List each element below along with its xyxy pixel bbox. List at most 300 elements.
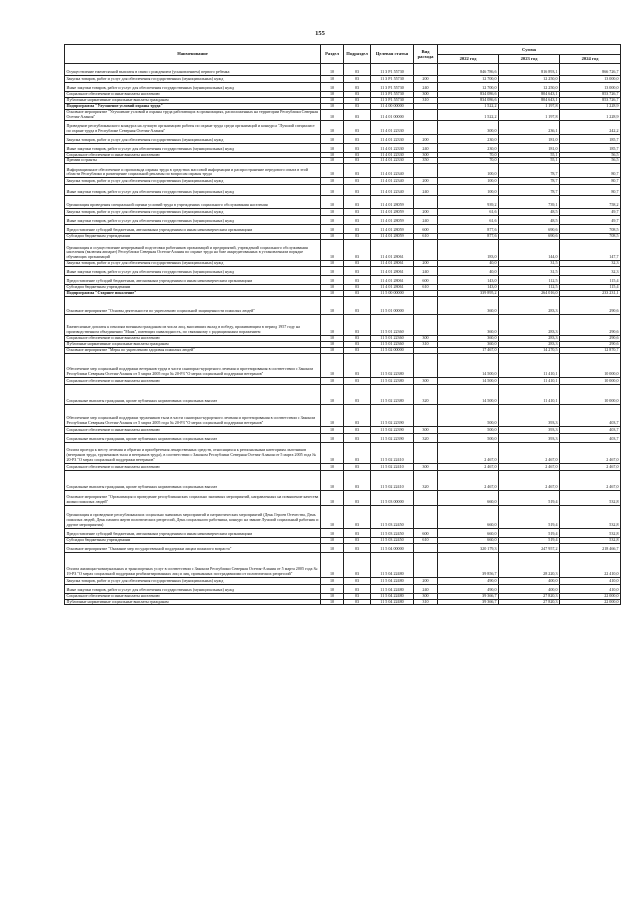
row-name: Социальные выплаты гражданам, кроме публичных нормативных социальных выплат: [65, 384, 321, 404]
row-name: Публичные нормативные социальные выплаты гражданам: [65, 599, 321, 605]
table-row: [65, 196, 621, 209]
table-row: [65, 134, 621, 143]
row-sum-2022: 877,6: [438, 225, 499, 234]
row-sum-2023: 247 957,2: [499, 543, 560, 552]
row-target-article: 11 5 01 22360: [371, 335, 414, 341]
row-subsection: 03: [344, 185, 371, 196]
row-sum-2022: 360,0: [438, 341, 499, 347]
row-subsection: 03: [344, 178, 371, 185]
row-sum-2023: 816 893,1: [499, 64, 560, 76]
row-sum-2022: 500,0: [438, 433, 499, 442]
row-target-article: 11 5 04 22480: [371, 552, 414, 577]
row-expense-type: [414, 543, 438, 552]
row-sum-2023: 2 467,0: [499, 442, 560, 463]
row-sum-2023: 27 820,3: [499, 599, 560, 605]
row-subsection: 03: [344, 528, 371, 537]
row-expense-type: 240: [414, 83, 438, 92]
row-expense-type: 240: [414, 267, 438, 276]
row-expense-type: 300: [414, 426, 438, 433]
row-name: Публичные нормативные социальные выплаты гражданам: [65, 341, 321, 347]
row-target-article: 11 5 04 22480: [371, 584, 414, 593]
row-name: Оплата проезда к месту лечения и обратно и приобретения лекарственных средств, относящихся к региональным категориям льготников (ветеранов труда, тружеников тыла и ветеранов труда), в соответствии с Законом Республики Северная Осетия-Алания от 5 марта 2005 года № 20-РЗ "О мерах социальной поддержки ветеранов": [65, 442, 321, 463]
row-name: Иные закупки товаров, работ и услуг для обеспечения государственных (муниципальных) нужд: [65, 185, 321, 196]
row-sum-2024: 13 000,0: [560, 83, 621, 92]
header-year-2022: 2022 год: [438, 55, 499, 64]
row-sum-2022: 17 467,0: [438, 347, 499, 353]
table-row: [65, 109, 621, 120]
row-target-article: 11 4 01 22330: [371, 143, 414, 152]
table-row: [65, 353, 621, 377]
row-sum-2022: 360,0: [438, 296, 499, 314]
row-sum-2024: 22 000,0: [560, 599, 621, 605]
header-year-2024: 2024 год: [560, 55, 621, 64]
row-sum-2023: 283,3: [499, 335, 560, 341]
row-sum-2023: 27 820,3: [499, 593, 560, 599]
row-sum-2024: 80,7: [560, 164, 621, 178]
row-expense-type: 200: [414, 261, 438, 267]
row-sum-2023: 1 197,8: [499, 109, 560, 120]
row-sum-2024: 1 228,9: [560, 103, 621, 109]
row-sum-2022: 660,0: [438, 505, 499, 528]
table-row: [65, 470, 621, 490]
row-sum-2024: 32,3: [560, 267, 621, 276]
row-subsection: 03: [344, 76, 371, 83]
row-expense-type: 200: [414, 209, 438, 216]
row-section: 10: [321, 240, 344, 261]
row-expense-type: [414, 120, 438, 134]
row-name: Основное мероприятие "Основы деятельности по укреплению социальной защищенности пожилых людей": [65, 296, 321, 314]
row-expense-type: [414, 353, 438, 377]
row-target-article: 11 4 01 22330: [371, 158, 414, 164]
row-sum-2023: 393,3: [499, 433, 560, 442]
table-row: [65, 543, 621, 552]
row-section: 10: [321, 103, 344, 109]
row-target-article: 11 5 02 22390: [371, 426, 414, 433]
row-sum-2023: 11 410,1: [499, 353, 560, 377]
row-target-article: 11 4 01 22340: [371, 178, 414, 185]
row-target-article: 11 5 02 22380: [371, 377, 414, 384]
row-section: 10: [321, 291, 344, 297]
row-section: 10: [321, 178, 344, 185]
row-subsection: 03: [344, 314, 371, 335]
row-section: 10: [321, 196, 344, 209]
row-sum-2022: 500,0: [438, 426, 499, 433]
row-sum-2022: 14 500,0: [438, 353, 499, 377]
table-row: [65, 433, 621, 442]
row-section: 10: [321, 353, 344, 377]
row-target-article: 11 5 01 00000: [371, 296, 414, 314]
row-expense-type: 610: [414, 285, 438, 291]
table-row: [65, 209, 621, 216]
row-subsection: 03: [344, 335, 371, 341]
row-section: 10: [321, 552, 344, 577]
table-row: [65, 185, 621, 196]
row-sum-2023: 519,4: [499, 505, 560, 528]
row-subsection: 03: [344, 470, 371, 490]
row-sum-2023: 400,0: [499, 577, 560, 584]
row-target-article: 11 5 04 22480: [371, 599, 414, 605]
row-sum-2024: 758,2: [560, 196, 621, 209]
row-sum-2022: 143,0: [438, 285, 499, 291]
row-sum-2024: 49,7: [560, 209, 621, 216]
row-sum-2024: 115,4: [560, 276, 621, 285]
row-section: 10: [321, 143, 344, 152]
row-name: Организация и осуществление непрерывной подготовки работников организаций и предприятий, учреждений социального обслуживания населения (включая аппарат) Республики Северная Осетия-Алания по охране труда на базе аккредитованных в установленном порядке обучающих организаций: [65, 240, 321, 261]
row-sum-2024: 290,6: [560, 335, 621, 341]
row-target-article: 11 5 02 22390: [371, 404, 414, 426]
row-subsection: 03: [344, 404, 371, 426]
row-target-article: 11 4 01 22330: [371, 152, 414, 158]
row-name: Закупка товаров, работ и услуг для обеспечения государственных (муниципальных) нужд: [65, 261, 321, 267]
row-subsection: 03: [344, 384, 371, 404]
row-sum-2022: 834 086,6: [438, 97, 499, 103]
row-expense-type: [414, 442, 438, 463]
row-sum-2022: 12 700,0: [438, 83, 499, 92]
row-subsection: 03: [344, 593, 371, 599]
row-name: Субсидии бюджетным учреждениям: [65, 537, 321, 543]
row-target-article: 11 5 04 22480: [371, 593, 414, 599]
row-sum-2022: 14 500,0: [438, 377, 499, 384]
row-target-article: 11 4 01 00000: [371, 109, 414, 120]
row-name: Субсидии бюджетным учреждениям: [65, 285, 321, 291]
row-sum-2022: 230,0: [438, 134, 499, 143]
row-expense-type: 320: [414, 470, 438, 490]
table-row: [65, 463, 621, 470]
row-sum-2023: 690,6: [499, 225, 560, 234]
row-sum-2023: 2 467,0: [499, 470, 560, 490]
row-target-article: 11 5 02 22410: [371, 463, 414, 470]
row-section: 10: [321, 584, 344, 593]
row-section: 10: [321, 442, 344, 463]
row-sum-2024: 10 000,0: [560, 384, 621, 404]
row-name: Оплата жилищно-коммунальных и транспортных услуг в соответствии с Законом Республики Северная Осетия-Алания от 5 марта 2005 года № 19-РЗ "О мерах социальной поддержки реабилитированных лиц и лиц, признанных пострадавшими от политических репрессий": [65, 552, 321, 577]
row-sum-2024: 218 466,7: [560, 543, 621, 552]
row-subsection: 03: [344, 537, 371, 543]
row-name: Обеспечение мер социальной поддержки тружеников тыла в части санаторно-курортного лечения и протезирования в соответствии с Законом Республики Северная Осетия-Алания от 5 марта 2005 года № 20-РЗ "О мерах социальной поддержки ветеранов": [65, 404, 321, 426]
row-target-article: 11 5 01 22360: [371, 341, 414, 347]
row-sum-2023: 144,0: [499, 240, 560, 261]
row-target-article: 11 4 01 28059: [371, 225, 414, 234]
header-subsection: Подраздел: [344, 45, 371, 64]
row-target-article: 11 3 P1 55730: [371, 83, 414, 92]
table-row: [65, 584, 621, 593]
row-section: 10: [321, 426, 344, 433]
row-name: Осуществление ежемесячной выплаты в связи с рождением (усыновлением) первого ребенка: [65, 64, 321, 76]
row-subsection: 03: [344, 442, 371, 463]
row-section: 10: [321, 152, 344, 158]
row-sum-2023: 14 270,5: [499, 347, 560, 353]
row-name: Предоставление субсидий бюджетным, автономным учреждениям и иным некоммерческим организациям: [65, 276, 321, 285]
row-name: Иные закупки товаров, работ и услуг для обеспечения государственных (муниципальных) нужд: [65, 584, 321, 593]
row-section: 10: [321, 225, 344, 234]
row-sum-2024: 532,8: [560, 528, 621, 537]
row-subsection: 03: [344, 291, 371, 297]
row-sum-2022: 360,0: [438, 335, 499, 341]
row-target-article: 11 4 01 22330: [371, 120, 414, 134]
row-subsection: 03: [344, 234, 371, 240]
row-sum-2024: 233 231,1: [560, 291, 621, 297]
row-expense-type: 300: [414, 152, 438, 158]
row-target-article: 11 4 01 28059: [371, 196, 414, 209]
row-sum-2022: 939,2: [438, 196, 499, 209]
row-expense-type: [414, 109, 438, 120]
row-subsection: 03: [344, 285, 371, 291]
row-sum-2024: 242,2: [560, 120, 621, 134]
row-sum-2024: 22 000,0: [560, 593, 621, 599]
row-name: Социальные выплаты гражданам, кроме публичных нормативных социальных выплат: [65, 433, 321, 442]
row-name: Закупка товаров, работ и услуг для обеспечения государственных (муниципальных) нужд: [65, 76, 321, 83]
row-name: Подпрограмма "Улучшение условий охраны труда": [65, 103, 321, 109]
row-expense-type: 300: [414, 377, 438, 384]
table-row: [65, 442, 621, 463]
row-sum-2023: 112,5: [499, 276, 560, 285]
row-sum-2024: 56,5: [560, 152, 621, 158]
row-name: Предоставление субсидий бюджетным, автономным учреждениям и иным некоммерческим организациям: [65, 225, 321, 234]
row-subsection: 03: [344, 353, 371, 377]
table-row: [65, 240, 621, 261]
row-section: 10: [321, 470, 344, 490]
row-sum-2022: 61,6: [438, 216, 499, 225]
row-name: Социальное обеспечение и иные выплаты населению: [65, 152, 321, 158]
row-sum-2022: 320 179,3: [438, 543, 499, 552]
row-sum-2024: 80,7: [560, 178, 621, 185]
row-sum-2023: 804 643,1: [499, 92, 560, 98]
row-sum-2023: 181,0: [499, 134, 560, 143]
row-target-article: 11 4 01 28061: [371, 240, 414, 261]
row-section: 10: [321, 537, 344, 543]
table-row: [65, 377, 621, 384]
row-target-article: 11 5 00 00000: [371, 291, 414, 297]
row-target-article: 11 5 02 22380: [371, 353, 414, 377]
row-sum-2023: 739,1: [499, 196, 560, 209]
row-expense-type: 300: [414, 463, 438, 470]
row-expense-type: [414, 196, 438, 209]
row-section: 10: [321, 261, 344, 267]
row-sum-2022: 61,6: [438, 209, 499, 216]
row-subsection: 03: [344, 347, 371, 353]
row-sum-2022: 360,0: [438, 314, 499, 335]
row-expense-type: 200: [414, 178, 438, 185]
row-sum-2024: 708,5: [560, 225, 621, 234]
row-sum-2024: 532,8: [560, 537, 621, 543]
row-section: 10: [321, 577, 344, 584]
row-sum-2023: 11 410,1: [499, 384, 560, 404]
row-expense-type: 310: [414, 97, 438, 103]
row-section: 10: [321, 528, 344, 537]
table-row: [65, 64, 621, 76]
budget-table: [64, 44, 621, 605]
row-target-article: 11 3 P1 55730: [371, 76, 414, 83]
table-row: [65, 120, 621, 134]
row-section: 10: [321, 347, 344, 353]
row-sum-2024: 2 467,0: [560, 470, 621, 490]
row-target-article: 11 4 01 22340: [371, 164, 414, 178]
table-row: [65, 143, 621, 152]
row-name: Проведение республиканского конкурса на лучшую организацию работы по охране труда среди организаций и конкурса "Лучший специалист по охране труда в Республике Северная Осетия-Алания": [65, 120, 321, 134]
row-sum-2024: 10 000,0: [560, 377, 621, 384]
row-sum-2023: 28 220,3: [499, 552, 560, 577]
row-subsection: 03: [344, 64, 371, 76]
row-section: 10: [321, 433, 344, 442]
table-row: [65, 164, 621, 178]
row-sum-2023: 78,7: [499, 185, 560, 196]
row-target-article: 11 4 01 28059: [371, 234, 414, 240]
row-sum-2023: 112,5: [499, 285, 560, 291]
row-subsection: 03: [344, 240, 371, 261]
row-sum-2024: 22 410,0: [560, 552, 621, 577]
row-sum-2023: 48,5: [499, 209, 560, 216]
row-expense-type: 240: [414, 185, 438, 196]
row-name: Основное мероприятие "Оказание мер государственной поддержки лицам пожилого возраста": [65, 543, 321, 552]
row-section: 10: [321, 593, 344, 599]
row-subsection: 03: [344, 426, 371, 433]
row-name: Иные закупки товаров, работ и услуг для обеспечения государственных (муниципальных) нужд: [65, 143, 321, 152]
row-sum-2024: 80,7: [560, 185, 621, 196]
row-expense-type: [414, 505, 438, 528]
row-subsection: 03: [344, 505, 371, 528]
row-expense-type: 240: [414, 584, 438, 593]
row-sum-2023: 690,6: [499, 234, 560, 240]
row-target-article: 11 5 02 00000: [371, 347, 414, 353]
row-target-article: 11 5 03 22450: [371, 528, 414, 537]
row-expense-type: 300: [414, 92, 438, 98]
row-subsection: 03: [344, 216, 371, 225]
row-sum-2022: 1 522,2: [438, 109, 499, 120]
row-target-article: 11 5 03 00000: [371, 490, 414, 505]
row-expense-type: 600: [414, 276, 438, 285]
table-row: [65, 426, 621, 433]
row-expense-type: 350: [414, 158, 438, 164]
row-sum-2022: 14 500,0: [438, 384, 499, 404]
row-subsection: 03: [344, 377, 371, 384]
row-expense-type: [414, 314, 438, 335]
row-sum-2024: 290,6: [560, 296, 621, 314]
row-subsection: 03: [344, 83, 371, 92]
row-section: 10: [321, 267, 344, 276]
row-target-article: 11 5 01 22360: [371, 314, 414, 335]
row-section: 10: [321, 404, 344, 426]
row-name: Социальное обеспечение и иные выплаты населению: [65, 463, 321, 470]
row-name: Организация проведения специальной оценки условий труда в учреждениях социального обслуживания населения: [65, 196, 321, 209]
table-row: [65, 83, 621, 92]
row-sum-2023: 804 643,1: [499, 97, 560, 103]
row-sum-2023: 283,3: [499, 296, 560, 314]
row-sum-2022: 40,0: [438, 261, 499, 267]
row-expense-type: 320: [414, 384, 438, 404]
row-sum-2022: 100,0: [438, 185, 499, 196]
row-sum-2022: 877,6: [438, 234, 499, 240]
row-sum-2023: 519,4: [499, 528, 560, 537]
row-expense-type: 600: [414, 528, 438, 537]
header-section: Раздел: [321, 45, 344, 64]
row-sum-2023: 283,3: [499, 341, 560, 347]
header-name: Наименование: [65, 45, 321, 64]
row-sum-2024: 2 467,0: [560, 463, 621, 470]
row-target-article: 11 5 02 22390: [371, 433, 414, 442]
row-sum-2024: 32,3: [560, 261, 621, 267]
row-sum-2022: 40,0: [438, 267, 499, 276]
row-target-article: 11 4 01 28059: [371, 209, 414, 216]
row-expense-type: [414, 64, 438, 76]
row-target-article: 11 5 02 22410: [371, 442, 414, 463]
row-section: 10: [321, 158, 344, 164]
row-name: Социальное обеспечение и иные выплаты населению: [65, 335, 321, 341]
row-name: Основное мероприятие "Меры по укреплению здоровья пожилых людей": [65, 347, 321, 353]
row-subsection: 03: [344, 152, 371, 158]
row-sum-2024: 532,8: [560, 505, 621, 528]
row-sum-2023: 78,7: [499, 178, 560, 185]
row-expense-type: 300: [414, 335, 438, 341]
row-name: Иные закупки товаров, работ и услуг для обеспечения государственных (муниципальных) нужд: [65, 216, 321, 225]
table-row: [65, 577, 621, 584]
row-sum-2023: 519,4: [499, 537, 560, 543]
row-name: Ежемесячные доплаты к пенсиям военным гражданам из числа лиц, вносивших вклад в победу, проживающим в период 1957 году на производственном объединении "Маяк", имеющих инвалидность, по связанному с радиационным поражением: [65, 314, 321, 335]
table-body: [65, 64, 621, 605]
row-section: 10: [321, 185, 344, 196]
row-sum-2022: 100,0: [438, 178, 499, 185]
row-sum-2023: 393,3: [499, 404, 560, 426]
row-sum-2022: 2 467,0: [438, 442, 499, 463]
row-target-article: 11 4 01 28061: [371, 285, 414, 291]
header-year-2023: 2023 год: [499, 55, 560, 64]
header-target: Целевая статья: [371, 45, 414, 64]
row-target-article: 11 4 01 28061: [371, 276, 414, 285]
row-target-article: 11 4 01 22330: [371, 134, 414, 143]
row-sum-2022: 490,0: [438, 577, 499, 584]
row-target-article: 11 5 04 00000: [371, 543, 414, 552]
row-subsection: 03: [344, 164, 371, 178]
row-sum-2023: 283,3: [499, 314, 560, 335]
row-target-article: 11 5 02 22410: [371, 470, 414, 490]
row-target-article: 11 4 01 22340: [371, 185, 414, 196]
row-expense-type: 240: [414, 216, 438, 225]
row-sum-2023: 1 197,8: [499, 103, 560, 109]
row-sum-2023: 55,1: [499, 158, 560, 164]
row-sum-2022: 12 700,0: [438, 76, 499, 83]
row-sum-2024: 410,0: [560, 577, 621, 584]
row-section: 10: [321, 599, 344, 605]
row-sum-2022: 183,0: [438, 240, 499, 261]
row-target-article: 11 3 P1 55730: [371, 92, 414, 98]
row-sum-2023: 12 250,0: [499, 76, 560, 83]
row-sum-2022: 39 366,7: [438, 599, 499, 605]
row-sum-2022: 500,0: [438, 404, 499, 426]
row-sum-2023: 12 250,0: [499, 83, 560, 92]
row-expense-type: [414, 404, 438, 426]
row-section: 10: [321, 64, 344, 76]
header-sum: Сумма: [438, 45, 621, 55]
table-row: [65, 490, 621, 505]
table-row: [65, 216, 621, 225]
table-row: [65, 76, 621, 83]
row-expense-type: [414, 240, 438, 261]
row-name: Социальное обеспечение и иные выплаты населению: [65, 377, 321, 384]
row-target-article: 11 4 01 28059: [371, 216, 414, 225]
row-sum-2024: 12 870,7: [560, 347, 621, 353]
row-sum-2024: 185,7: [560, 143, 621, 152]
row-subsection: 03: [344, 341, 371, 347]
row-subsection: 03: [344, 158, 371, 164]
row-section: 10: [321, 76, 344, 83]
row-sum-2024: 403,7: [560, 433, 621, 442]
row-sum-2023: 2 467,0: [499, 463, 560, 470]
row-subsection: 03: [344, 225, 371, 234]
row-target-article: 11 5 02 22380: [371, 384, 414, 404]
row-name: Социальное обеспечение и иные выплаты населению: [65, 426, 321, 433]
table-row: [65, 276, 621, 285]
row-subsection: 03: [344, 577, 371, 584]
row-sum-2022: 660,0: [438, 528, 499, 537]
